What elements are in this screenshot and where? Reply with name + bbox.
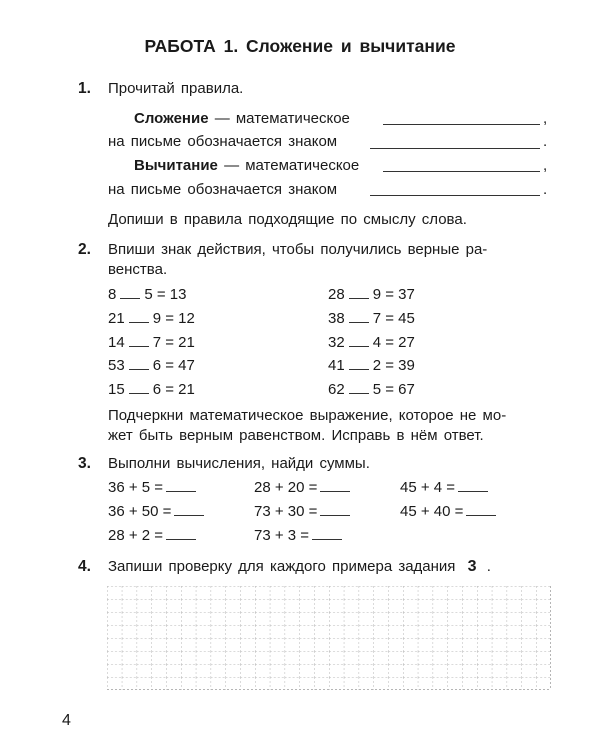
sign-blank[interactable] (349, 286, 369, 299)
sign-blank[interactable] (129, 357, 149, 370)
equation: 53 6 = 47 (108, 357, 195, 374)
equation: 38 7 = 45 (328, 310, 415, 327)
equation: 8 5 = 13 (108, 286, 187, 303)
sum-item: 36 + 5 = (108, 479, 196, 496)
page-number: 4 (62, 712, 71, 729)
rule-add-line (134, 110, 350, 127)
punctuation: . (543, 133, 548, 150)
sum-item: 45 + 4 = (400, 479, 488, 496)
task-instruction: Прочитай правила. (108, 80, 244, 97)
blank-line[interactable] (370, 148, 540, 149)
page-title: РАБОТА 1. Сложение и вычитание (144, 36, 456, 56)
task-follow-up: жет быть верным равенством. Исправь в нём ответ. (108, 427, 484, 444)
sum-item: 73 + 30 = (254, 503, 350, 520)
punctuation: , (543, 157, 548, 174)
task-number: 1. (78, 80, 91, 97)
answer-blank[interactable] (174, 503, 204, 516)
writing-grid[interactable] (107, 586, 551, 690)
task-follow-up: Подчеркни математическое выражение, которое не мо- (108, 407, 507, 424)
sum-item: 36 + 50 = (108, 503, 204, 520)
answer-blank[interactable] (320, 503, 350, 516)
punctuation: , (543, 110, 548, 127)
blank-line[interactable] (383, 171, 540, 172)
grid-lines (107, 586, 551, 690)
rule-add-term: Сложение (134, 110, 209, 127)
rule-add-sign: на письме обозначается знаком (108, 133, 338, 150)
sign-blank[interactable] (349, 334, 369, 347)
sum-item: 28 + 2 = (108, 527, 196, 544)
equation: 41 2 = 39 (328, 357, 415, 374)
answer-blank[interactable] (166, 527, 196, 540)
rule-sub-line (134, 157, 359, 174)
rule-add-text: — математическое (214, 110, 350, 127)
sign-blank[interactable] (129, 381, 149, 394)
rule-sub-term: Вычитание (134, 157, 218, 174)
sign-blank[interactable] (349, 357, 369, 370)
task-instruction: венства. (108, 261, 168, 278)
equation: 32 4 = 27 (328, 334, 415, 351)
sign-blank[interactable] (349, 310, 369, 323)
task-instruction: Впиши знак действия, чтобы получились верные ра- (108, 241, 488, 258)
task-instruction: Запиши проверку для каждого примера задания 3 . (108, 558, 491, 575)
equation: 14 7 = 21 (108, 334, 195, 351)
rule-sub-text: — математическое (224, 157, 360, 174)
sign-blank[interactable] (120, 286, 140, 299)
sign-blank[interactable] (349, 381, 369, 394)
sign-blank[interactable] (129, 334, 149, 347)
punctuation: . (543, 181, 548, 198)
sign-blank[interactable] (129, 310, 149, 323)
answer-blank[interactable] (312, 527, 342, 540)
answer-blank[interactable] (320, 479, 350, 492)
rule-sub-sign: на письме обозначается знаком (108, 181, 338, 198)
equation: 28 9 = 37 (328, 286, 415, 303)
equation: 62 5 = 67 (328, 381, 415, 398)
equation: 15 6 = 21 (108, 381, 195, 398)
blank-line[interactable] (370, 195, 540, 196)
task-reference: 3 (467, 558, 477, 575)
blank-line[interactable] (383, 124, 540, 125)
task-follow-up: Допиши в правила подходящие по смыслу слова. (108, 211, 467, 228)
task-instruction: Выполни вычисления, найди суммы. (108, 455, 370, 472)
answer-blank[interactable] (166, 479, 196, 492)
answer-blank[interactable] (466, 503, 496, 516)
task-number: 2. (78, 241, 91, 258)
task-number: 4. (78, 558, 91, 575)
sum-item: 28 + 20 = (254, 479, 350, 496)
task-number: 3. (78, 455, 91, 472)
answer-blank[interactable] (458, 479, 488, 492)
sum-item: 45 + 40 = (400, 503, 496, 520)
equation: 21 9 = 12 (108, 310, 195, 327)
sum-item: 73 + 3 = (254, 527, 342, 544)
